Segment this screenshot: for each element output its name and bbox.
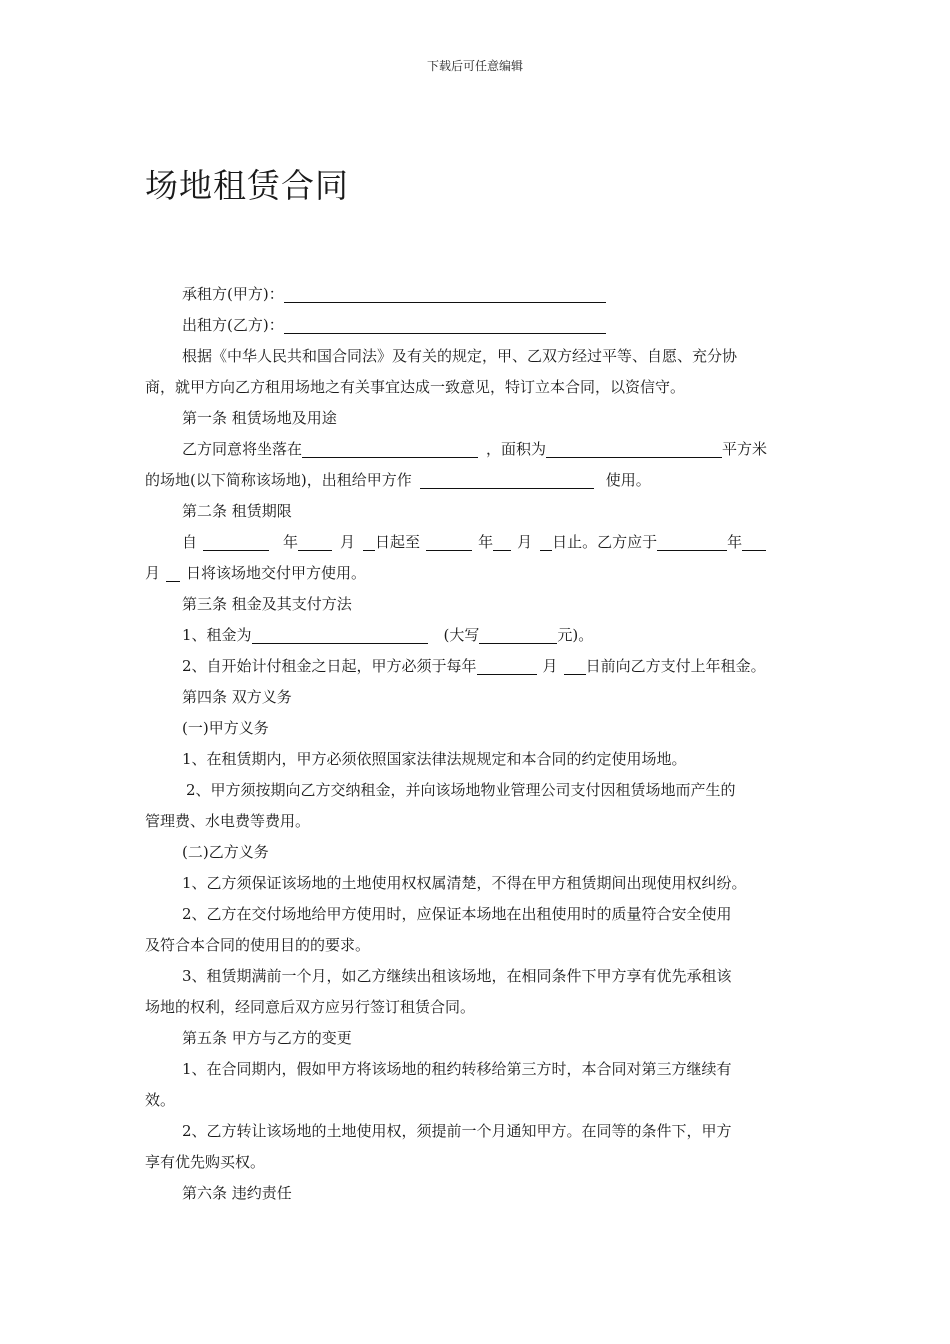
article-5-clause-2a: 2、乙方转让该场地的土地使用权，须提前一个月通知甲方。在同等的条件下，甲方 bbox=[182, 1122, 732, 1140]
rent-uppercase-blank[interactable] bbox=[479, 627, 557, 644]
text-fragment: (大写 bbox=[443, 626, 480, 644]
article-1-title: 第一条 租赁场地及用途 bbox=[182, 409, 337, 427]
party-a-obligation-2b: 管理费、水电费等费用。 bbox=[145, 812, 311, 830]
intro-line-2: 商，就甲方向乙方租用场地之有关事宜达成一致意见，特订立本合同，以资信守。 bbox=[145, 378, 686, 396]
text-fragment: 日前向乙方支付上年租金。 bbox=[585, 657, 766, 675]
text-fragment: 月 bbox=[517, 533, 533, 551]
party-a-obligations-title: (一)甲方义务 bbox=[182, 719, 269, 737]
text-fragment: 日起至 bbox=[375, 533, 421, 551]
article-2-line-1 bbox=[145, 527, 825, 558]
article-3-title: 第三条 租金及其支付方法 bbox=[182, 595, 352, 613]
article-4-title: 第四条 双方义务 bbox=[182, 688, 292, 706]
text-fragment: 日将该场地交付甲方使用。 bbox=[186, 564, 367, 582]
article-6-title: 第六条 违约责任 bbox=[182, 1184, 292, 1202]
article-1-line-1 bbox=[145, 434, 825, 465]
party-b-obligation-1: 1、乙方须保证该场地的土地使用权权属清楚，不得在甲方租赁期间出现使用权纠纷。 bbox=[182, 874, 747, 892]
text-fragment: ，面积为 bbox=[486, 440, 547, 458]
text-fragment: 月 bbox=[340, 533, 356, 551]
party-a-obligation-1: 1、在租赁期内，甲方必须依照国家法律法规规定和本合同的约定使用场地。 bbox=[182, 750, 687, 768]
lessee-label: 承租方(甲方)： bbox=[182, 285, 284, 303]
article-5-clause-1b: 效。 bbox=[145, 1091, 176, 1109]
party-b-obligation-2b: 及符合本合同的使用目的的要求。 bbox=[145, 936, 371, 954]
party-b-obligation-2a: 2、乙方在交付场地给甲方使用时，应保证本场地在出租使用时的质量符合安全使用 bbox=[182, 905, 732, 923]
party-b-obligation-3a: 3、租赁期满前一个月，如乙方继续出租该场地，在相同条件下甲方享有优先承租该 bbox=[182, 967, 732, 985]
text-fragment: 使用。 bbox=[605, 471, 651, 489]
text-fragment: 年 bbox=[727, 533, 743, 551]
text-fragment: 日止。乙方应于 bbox=[552, 533, 658, 551]
pay-month-blank[interactable] bbox=[477, 658, 537, 675]
delivery-year-blank[interactable] bbox=[657, 534, 727, 551]
article-5-clause-1a: 1、在合同期内，假如甲方将该场地的租约转移给第三方时，本合同对第三方继续有 bbox=[182, 1060, 732, 1078]
lessor-line bbox=[145, 310, 825, 341]
party-b-obligations-title: (二)乙方义务 bbox=[182, 843, 269, 861]
location-blank[interactable] bbox=[302, 441, 478, 458]
article-2-title: 第二条 租赁期限 bbox=[182, 502, 292, 520]
text-fragment: 1、租金为 bbox=[182, 626, 252, 644]
text-fragment: 乙方同意将坐落在 bbox=[182, 440, 303, 458]
article-3-line-1 bbox=[145, 620, 825, 651]
intro-line-1: 根据《中华人民共和国合同法》及有关的规定，甲、乙双方经过平等、自愿、充分协 bbox=[182, 347, 738, 365]
text-fragment: 自 bbox=[182, 533, 198, 551]
article-3-line-2 bbox=[145, 651, 825, 682]
text-fragment: 月 bbox=[145, 564, 161, 582]
article-5-clause-2b: 享有优先购买权。 bbox=[145, 1153, 266, 1171]
delivery-month-blank[interactable] bbox=[742, 534, 766, 551]
text-fragment: 年 bbox=[478, 533, 494, 551]
party-b-obligation-3b: 场地的权利，经同意后双方应另行签订租赁合同。 bbox=[145, 998, 476, 1016]
page-header-note: 下载后可任意编辑 bbox=[426, 59, 523, 73]
end-day-blank[interactable] bbox=[540, 534, 552, 551]
lessor-blank[interactable] bbox=[284, 317, 606, 334]
end-year-blank[interactable] bbox=[426, 534, 472, 551]
contract-body bbox=[145, 279, 825, 1209]
rent-amount-blank[interactable] bbox=[252, 627, 428, 644]
pay-day-blank[interactable] bbox=[564, 658, 586, 675]
text-fragment: 元)。 bbox=[557, 626, 594, 644]
article-2-line-2 bbox=[145, 558, 825, 589]
area-blank[interactable] bbox=[546, 441, 722, 458]
purpose-blank[interactable] bbox=[420, 472, 594, 489]
text-fragment: 月 bbox=[542, 657, 558, 675]
end-month-blank[interactable] bbox=[493, 534, 511, 551]
delivery-day-blank[interactable] bbox=[166, 565, 180, 582]
text-fragment: 2、自开始计付租金之日起，甲方必须于每年 bbox=[182, 657, 477, 675]
lessee-line bbox=[145, 279, 825, 310]
text-fragment: 年 bbox=[283, 533, 299, 551]
party-a-obligation-2a: 2、甲方须按期向乙方交纳租金，并向该场地物业管理公司支付因租赁场地而产生的 bbox=[186, 781, 736, 799]
start-year-blank[interactable] bbox=[203, 534, 269, 551]
start-day-blank[interactable] bbox=[363, 534, 375, 551]
start-month-blank[interactable] bbox=[298, 534, 332, 551]
lessee-blank[interactable] bbox=[284, 286, 606, 303]
article-5-title: 第五条 甲方与乙方的变更 bbox=[182, 1029, 352, 1047]
text-fragment: 的场地(以下简称该场地)，出租给甲方作 bbox=[145, 471, 412, 489]
article-1-line-2 bbox=[145, 465, 825, 496]
lessor-label: 出租方(乙方)： bbox=[182, 316, 284, 334]
text-fragment: 平方米 bbox=[722, 440, 768, 458]
document-title: 场地租赁合同 bbox=[145, 166, 349, 205]
